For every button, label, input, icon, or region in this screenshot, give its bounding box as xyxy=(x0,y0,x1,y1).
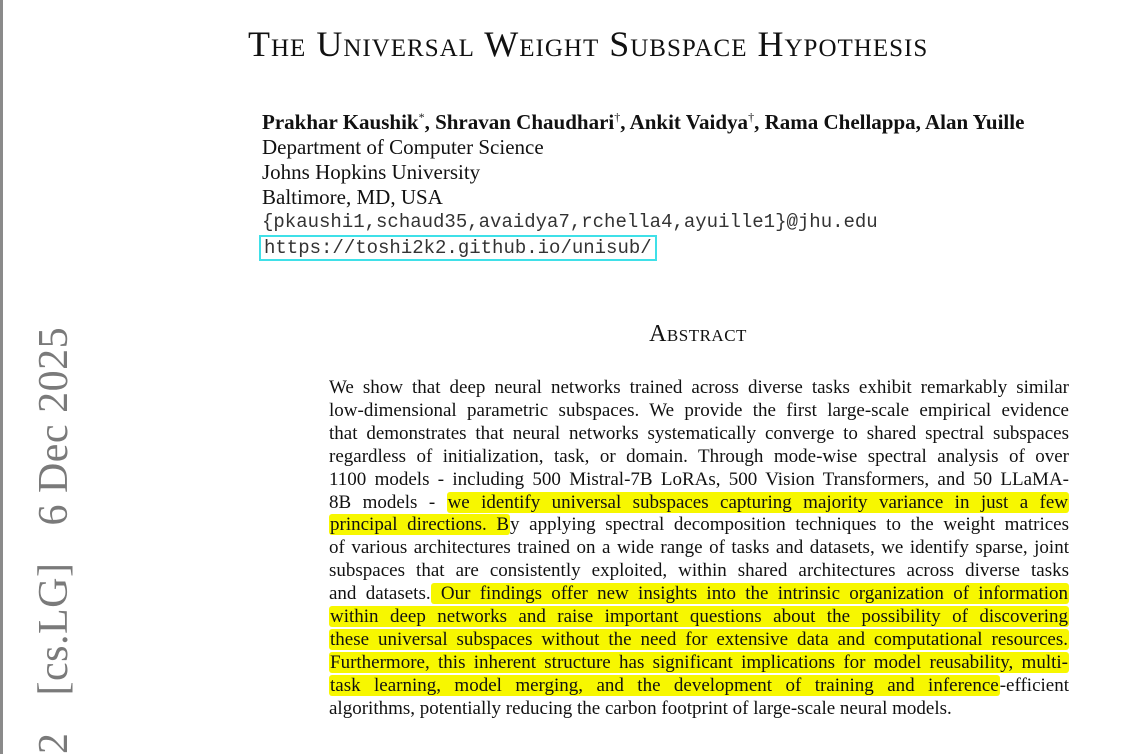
arxiv-date: 6 Dec 2025 xyxy=(31,326,77,526)
highlighted-text: these universal subspaces without the need for extensive data and computational resources. xyxy=(330,628,1068,650)
abstract-line xyxy=(329,446,1069,469)
abstract-line xyxy=(329,560,1069,583)
abstract-line xyxy=(329,423,1069,446)
author-emails: {pkaushi1,schaud35,avaidya7,rchella4,ayuille1}@jhu.edu xyxy=(262,211,878,233)
university: Johns Hopkins University xyxy=(262,160,481,184)
abstract-line xyxy=(329,652,1069,675)
abstract-heading: Abstract xyxy=(649,321,747,347)
author-block xyxy=(262,105,1122,261)
author-list: Prakhar Kaushik*, Shravan Chaudhari†, Ankit Vaidya†, Rama Chellappa, Alan Yuille xyxy=(262,110,1025,134)
abstract-text: 8B models - xyxy=(329,491,447,513)
page-edge-rule xyxy=(0,0,3,754)
author-footnote-mark: * xyxy=(418,110,425,124)
paper-title: The Universal Weight Subspace Hypothesis xyxy=(248,24,929,64)
abstract-text: of various architectures trained on a wide range of tasks and datasets, we identify sparse, joint xyxy=(329,537,1069,559)
abstract-text: y applying spectral decomposition techniques to the weight matrices xyxy=(510,514,1069,536)
abstract-line xyxy=(329,583,1069,606)
abstract-text: subspaces that are consistently exploited, within shared architectures across diverse tasks xyxy=(329,560,1069,582)
abstract-text: We show that deep neural networks trained across diverse tasks exhibit remarkably similar xyxy=(329,377,1069,398)
abstract-line xyxy=(329,606,1069,629)
highlighted-text: principal directions. B xyxy=(330,514,510,536)
abstract-line xyxy=(329,469,1069,492)
abstract-text: regardless of initialization, task, or domain. Through mode-wise spectral analysis of over xyxy=(329,445,1069,467)
abstract-line xyxy=(329,492,1069,515)
abstract-line xyxy=(329,698,1069,721)
abstract-text: that demonstrates that neural networks systematically converge to shared spectral subspaces xyxy=(329,422,1069,444)
abstract-text: -efficient xyxy=(999,674,1069,696)
highlighted-text: we identify universal subspaces capturing majority variance in just a few xyxy=(447,491,1068,513)
abstract-text: low-dimensional parametric subspaces. We provide the first large-scale empirical evidence xyxy=(329,399,1069,421)
abstract-line xyxy=(329,377,1069,400)
abstract-line xyxy=(329,537,1069,560)
highlighted-text: within deep networks and raise important questions about the possibility of discovering xyxy=(330,606,1068,628)
abstract-body xyxy=(329,377,1069,721)
author-name: Prakhar Kaushik xyxy=(262,110,419,134)
abstract-line xyxy=(329,514,1069,537)
abstract-text: and datasets. xyxy=(329,583,431,605)
project-link[interactable]: https://toshi2k2.github.io/unisub/ xyxy=(259,235,657,261)
author-name: Shravan Chaudhari xyxy=(435,110,615,134)
author-footnote-mark: † xyxy=(748,110,755,124)
location: Baltimore, MD, USA xyxy=(262,185,443,209)
author-name: Alan Yuille xyxy=(925,110,1025,134)
arxiv-stamp xyxy=(30,301,78,754)
abstract-text: algorithms, potentially reducing the carbon footprint of large-scale neural models. xyxy=(329,697,952,719)
author-name: Rama Chellappa xyxy=(764,110,916,134)
highlighted-text: task learning, model merging, and the development of training and inference xyxy=(330,674,999,696)
highlighted-text: Furthermore, this inherent structure has significant implications for model reusability, multi- xyxy=(330,651,1068,673)
arxiv-id-fragment: 2 xyxy=(31,732,77,754)
author-footnote-mark: † xyxy=(614,110,621,124)
abstract-text: 1100 models - including 500 Mistral-7B LoRAs, 500 Vision Transformers, and 50 LLaMA- xyxy=(329,468,1069,490)
abstract-line xyxy=(329,629,1069,652)
department: Department of Computer Science xyxy=(262,135,544,159)
highlighted-text: Our findings offer new insights into the intrinsic organization of information xyxy=(431,583,1068,605)
abstract-line xyxy=(329,675,1069,698)
arxiv-category: [cs.LG] xyxy=(31,562,77,696)
abstract-line xyxy=(329,400,1069,423)
author-name: Ankit Vaidya xyxy=(629,110,749,134)
